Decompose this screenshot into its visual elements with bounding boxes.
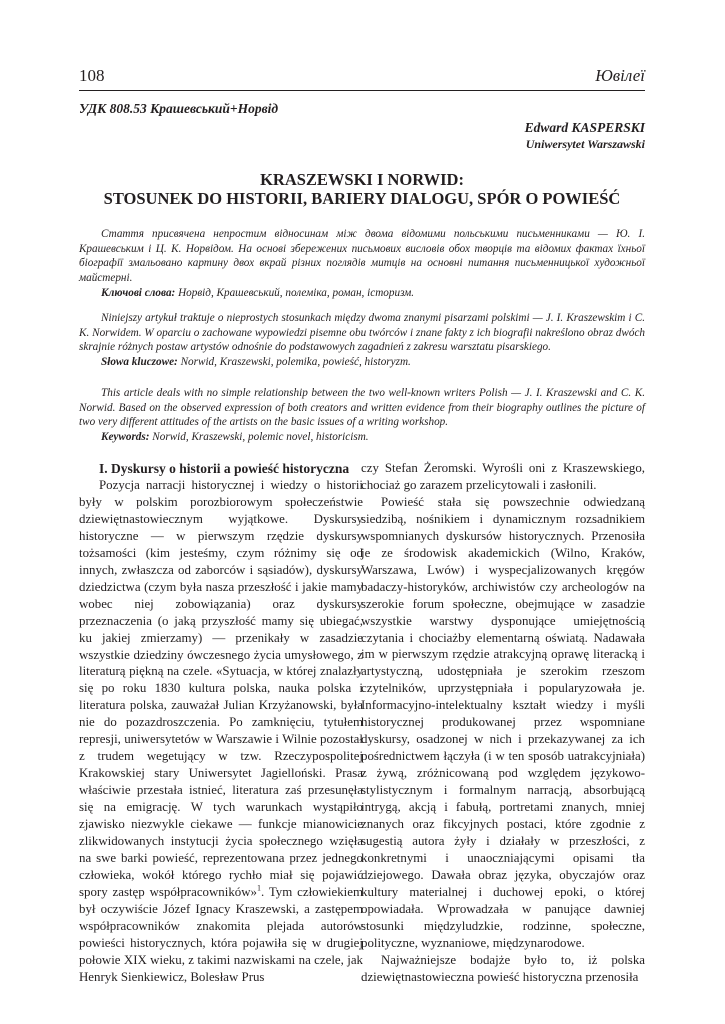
body-paragraph: Najważniejsze bodajże było to, iż polska dziewiętnastowieczna powieść historyczna przenosiła (361, 952, 645, 984)
title-line-2: STOSUNEK DO HISTORII, BARIERY DIALOGU, SPÓR O POWIEŚĆ (103, 189, 621, 208)
body-paragraph-continuation: czy Stefan Żeromski. Wyrośli oni z Kraszewskiego, chociaż go zarazem przelicytowali i zasłonili. (361, 461, 645, 492)
udk-classification: УДК 808.53 Крашевський+Норвід (79, 101, 279, 116)
abstract-ukrainian: Стаття присвячена непростим відносинам між двома відомими польськими письменниками — Ю. І. Крашевським і Ц. К. Норвідом. На основі збережених письмових висловів обох творців та відомих фактах їхньої біографії змальовано картину двох вкрай різних поглядів митців на основні питання письменницької художньої майстерні. (79, 228, 645, 285)
abstract-english: This article deals with no simple relationship between the two well-known writers Polish — J. I. Kraszewski and C. K. Norwid. Based on the observed expression of both creators and written evidence from their biography outlines the picture of two very different attitudes of the artists on the basic issues of a writing workshop. (79, 387, 645, 429)
abstract-polish: Niniejszy artykuł traktuje o nieprostych stosunkach między dwoma znanymi pisarzami polskimi — J. I. Kraszewskim i C. K. Norwidem. W oparciu o zachowane wypowiedzi pisemne obu twórców i znane fakty z ich biografii nakreślono obraz dwóch skrajnie różnych postaw artystów odnośnie do podstawowych zagadnień z zakresu warsztatu pisarskiego. (79, 312, 645, 354)
header-rule (79, 90, 645, 91)
body-paragraph (79, 477, 363, 986)
keywords-ukrainian (79, 286, 645, 301)
author-name: Edward KASPERSKI (524, 120, 645, 135)
body-paragraph: Powieść stała się powszechnie odwiedzaną siedzibą, nośnikiem i dynamicznym rozsadnikiem wspomnianych dyskursów historycznych. Przenosiła je ze środowisk akademickich (Wilno, Kraków, Warszawa, Lwów) i wyspecjalizowanych kręgów badaczy-historyków, archiwistów czy archeologów na szerokie forum społeczne, obejmujące w zasadzie wszystkie warstwy dysponujące umiejętnością czytania i chociażby elementarną oświatą. Nadawała im w pierwszym rzędzie atrakcyjną oprawę literacką i artystyczną, udostępniała je szerokim rzeszom czytelników, uprzystępniała i popularyzowała je. Informacyjno-intelektualny kształt wiedzy i myśli historycznej produkowanej przez wspomniane dyskursy, osadzonej w nich i przekazywanej za ich pośrednictwem łączyła (i w ten sposób uatrakcyjniała) z żywą, zróżnicowaną pod względem językowo-stylistycznym i formalnym narracją, absorbującą intrygą, akcją i fabułą, portretami znanych, mniej znanych oraz fikcyjnych postaci, które zgodnie z sugestią autora żyły i działały w przeszłości, z konkretnymi i unaoczniającymi opisami tła dziejowego. Dawała obraz języka, obyczajów oraz kultury materialnej i duchowej epoki, o której opowiadała. Wprowadzała w panujące dawniej stosunki międzyludzkie, rodzinne, społeczne, polityczne, wyznaniowe, międzynarodowe. (361, 494, 645, 950)
keywords-polish (79, 355, 645, 370)
keywords-label-english: Keywords: (101, 431, 150, 443)
footnote-marker: 1 (256, 883, 261, 893)
title-line-1: KRASZEWSKI I NORWID: (260, 170, 464, 189)
body-paragraph-text-end: . Tym człowiekiem był oczywiście Józef Ignacy Kraszewski, a zastępem współpracowników znakomita plejada autorów powieści historycznych, która pojawiła się w drugiej połowie XIX wieku, z takimi nazwiskami na czele, jak Henryk Sienkiewicz, Bolesław Prus (79, 884, 363, 984)
keywords-label-polish: Słowa kluczowe: (101, 356, 178, 368)
page-number: 108 (79, 66, 105, 85)
section-heading: I. Dyskursy o historii a powieść historyczna (99, 461, 350, 476)
running-header-section: Ювілеї (595, 66, 645, 85)
keywords-english (79, 430, 645, 445)
keywords-list-english: Norwid, Kraszewski, polemic novel, historicism. (149, 431, 369, 443)
keywords-list-ukrainian: Норвід, Крашевський, полеміка, роман, історизм. (175, 287, 415, 299)
article-title (79, 170, 645, 208)
author-affiliation: Uniwersytet Warszawski (525, 137, 645, 151)
keywords-list-polish: Norwid, Kraszewski, polemika, powieść, historyzm. (177, 356, 411, 368)
body-paragraph-text: Pozycja narracji historycznej i wiedzy o historii były w polskim porozbiorowym społeczeństwie dziewiętnastowiecznym wyjątkowe. Dyskursy historyczne — w pierwszym rzędzie dyskursy tożsamości (kim jesteśmy, czym różnimy się od innych, zwłaszcza od zaborców i sąsiadów), dyskursy dziedzictwa (czym była nasza przeszłość i jakie mamy wobec niej zobowiązania) oraz dyskursy przeznaczenia (o jaką przyszłość mamy się ubiegać, ku jakiej zmierzamy) — przenikały w zasadzie wszystkie dziedziny ówczesnego życia umysłowego, z literaturą piękną na czele. «Sytuacja, w której znalazły się po roku 1830 kultura polska, nauka polska i literatura polska, zauważał Julian Krzyżanowski, była nie do pozazdroszczenia. Po zamknięciu, tytułem represji, uniwersytetów w Warszawie i Wilnie pozostał z trudem wegetujący w tzw. Rzeczypospolitej Krakowskiej stary Uniwersytet Jagielloński. Prasa właściwie przestała istnieć, literatura zaś przesunęła się na emigrację. W tych warunkach wystąpiło zjawisko niezwykle ciekawe — funkcje mianowicie zlikwidowanych instytucji życia społecznego wzięła na swe barki powieść, reprezentowana przez jednego człowieka, wokół którego rychło miał się pojawić spory zastęp współpracowników» (79, 478, 363, 899)
body-column-right (361, 460, 645, 986)
keywords-label-ukrainian: Ключові слова: (101, 287, 176, 299)
body-column-left (79, 460, 363, 986)
